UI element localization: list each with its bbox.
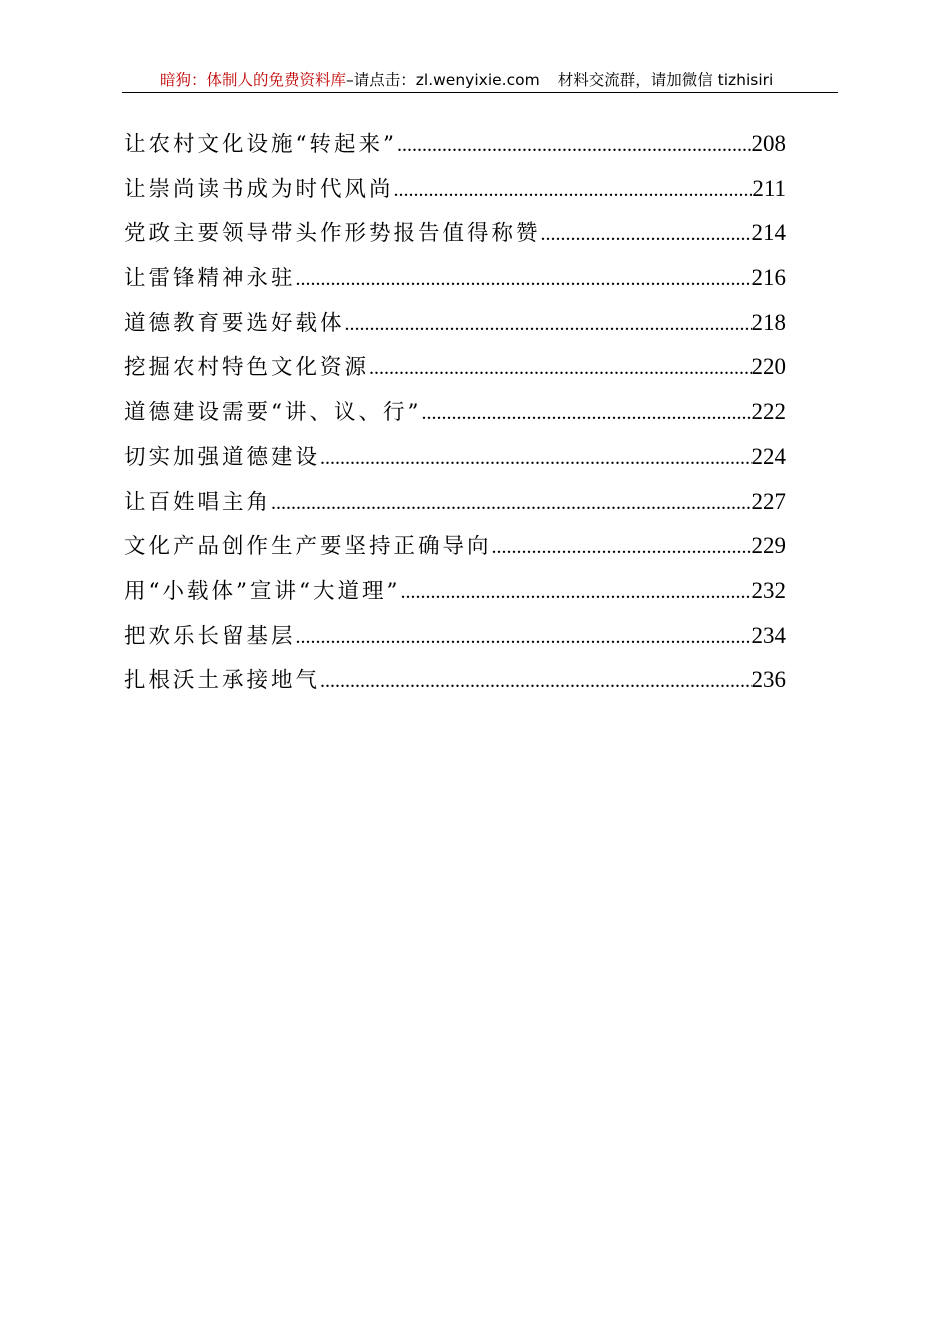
table-of-contents bbox=[124, 122, 786, 703]
toc-entry[interactable] bbox=[124, 658, 786, 703]
toc-entry-page: 211 bbox=[752, 175, 786, 201]
toc-entry-title: 党政主要领导带头作形势报告值得称赞 bbox=[124, 221, 541, 247]
toc-entry-title: 把欢乐长留基层 bbox=[124, 623, 296, 649]
toc-leader-dots bbox=[271, 481, 751, 526]
toc-entry-page: 224 bbox=[751, 443, 786, 469]
toc-entry[interactable] bbox=[124, 524, 786, 569]
header-site-name: 暗狗：体制人的免费资料库 bbox=[160, 71, 347, 89]
toc-leader-dots bbox=[492, 525, 752, 570]
toc-leader-dots bbox=[345, 302, 752, 347]
header-text bbox=[160, 68, 773, 92]
toc-entry-page: 218 bbox=[751, 309, 786, 335]
toc-entry[interactable] bbox=[124, 301, 786, 346]
header-site-link[interactable]: –请点击：zl.wenyixie.com bbox=[346, 71, 540, 89]
toc-entry[interactable] bbox=[124, 569, 786, 614]
toc-entry-page: 220 bbox=[751, 354, 786, 380]
toc-entry[interactable] bbox=[124, 256, 786, 301]
toc-leader-dots bbox=[369, 346, 751, 391]
toc-entry[interactable] bbox=[124, 122, 786, 167]
toc-entry-title: 让崇尚读书成为时代风尚 bbox=[124, 176, 394, 202]
toc-entry-page: 236 bbox=[751, 667, 786, 693]
toc-entry-title: 文化产品创作生产要坚持正确导向 bbox=[124, 534, 492, 560]
toc-entry[interactable] bbox=[124, 480, 786, 525]
toc-entry-page: 234 bbox=[751, 622, 786, 648]
toc-entry-title: 让雷锋精神永驻 bbox=[124, 266, 296, 292]
toc-entry-title: 挖掘农村特色文化资源 bbox=[124, 355, 370, 381]
toc-entry-title: 让农村文化设施“转起来” bbox=[124, 132, 397, 157]
toc-leader-dots bbox=[320, 436, 751, 481]
toc-leader-dots bbox=[394, 168, 753, 213]
toc-leader-dots bbox=[296, 615, 752, 660]
toc-entry-title: 切实加强道德建设 bbox=[124, 444, 321, 470]
toc-leader-dots bbox=[320, 659, 751, 704]
toc-leader-dots bbox=[397, 123, 752, 168]
page-header bbox=[122, 68, 838, 93]
toc-leader-dots bbox=[541, 212, 752, 257]
toc-entry-title: 用“小载体”宣讲“大道理” bbox=[124, 578, 401, 604]
toc-entry-page: 214 bbox=[751, 220, 786, 246]
toc-entry-page: 222 bbox=[751, 399, 786, 425]
toc-entry[interactable] bbox=[124, 345, 786, 390]
toc-entry[interactable] bbox=[124, 167, 786, 212]
toc-entry[interactable] bbox=[124, 211, 786, 256]
toc-entry-page: 229 bbox=[751, 533, 786, 559]
header-wechat-note: 材料交流群，请加微信 tizhisiri bbox=[557, 71, 774, 89]
toc-entry[interactable] bbox=[124, 614, 786, 659]
toc-entry-title: 道德教育要选好载体 bbox=[124, 310, 345, 336]
toc-entry-title: 扎根沃土承接地气 bbox=[124, 668, 321, 694]
toc-leader-dots bbox=[400, 570, 751, 615]
toc-entry[interactable] bbox=[124, 390, 786, 435]
toc-entry-page: 216 bbox=[751, 265, 786, 291]
toc-entry-page: 227 bbox=[751, 488, 786, 514]
toc-entry-page: 208 bbox=[751, 131, 786, 156]
toc-leader-dots bbox=[421, 391, 751, 436]
toc-entry-page: 232 bbox=[751, 577, 786, 603]
toc-entry-title: 让百姓唱主角 bbox=[124, 489, 272, 515]
toc-leader-dots bbox=[296, 257, 752, 302]
toc-entry[interactable] bbox=[124, 435, 786, 480]
toc-entry-title: 道德建设需要“讲、议、行” bbox=[124, 400, 422, 426]
